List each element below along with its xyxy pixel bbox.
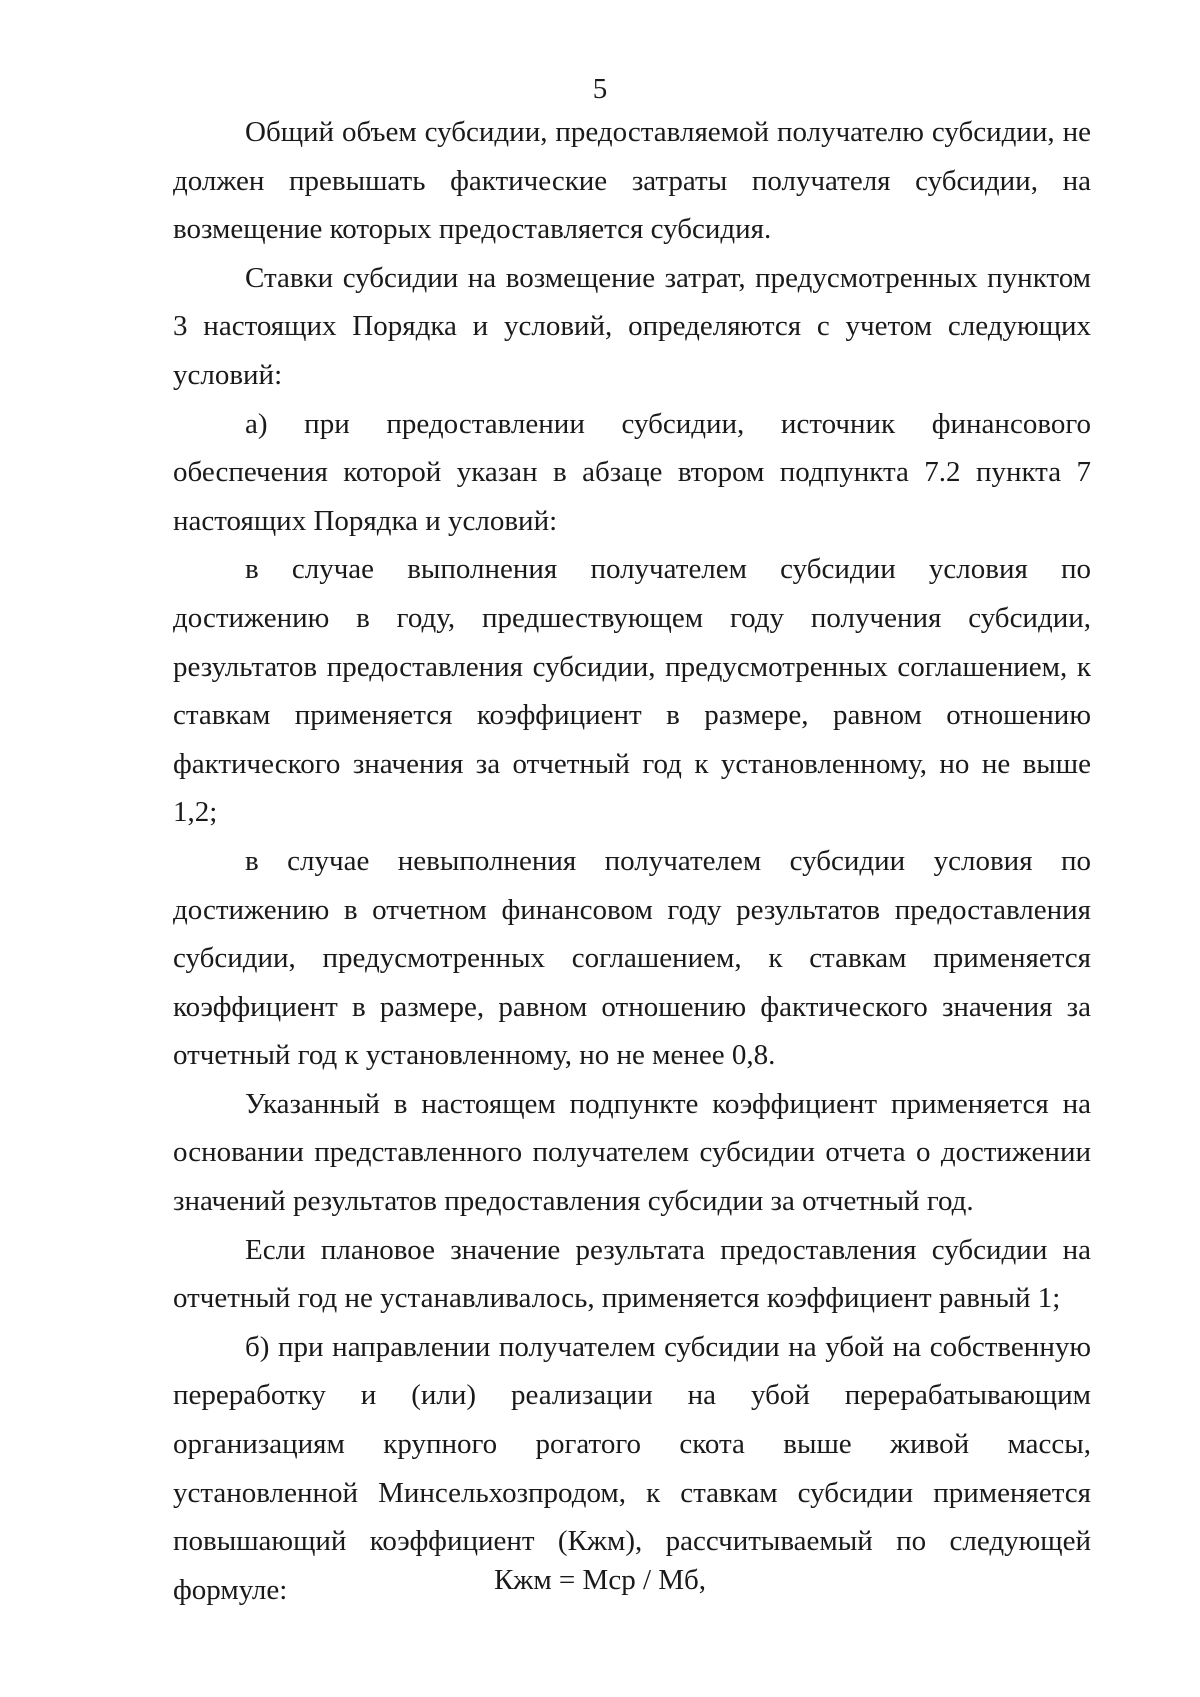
formula-kzhm: Кжм = Мср / Мб,	[493, 1564, 707, 1596]
paragraph-nonfulfilment-case: в случае невыполнения получателем субсидии условия по достижению в отчетном финансовом году результатов предоставления субсидии, предусмотренных соглашением, к ставкам применяется коэффициент в размере, равном отношению фактического значения за отчетный год к установленному, но не менее 0,8.	[173, 844, 1091, 1072]
paragraph-no-plan-value: Если плановое значение результата предоставления субсидии на отчетный год не устанавливалось, применяется коэффициент равный 1;	[173, 1233, 1091, 1315]
paragraph-fulfilment-case: в случае выполнения получателем субсидии условия по достижению в году, предшествующем году получения субсидии, результатов предоставления субсидии, предусмотренных соглашением, к ставкам применяется коэффициент в размере, равном отношению фактического значения за отчетный год к установленному, но не выше 1,2;	[173, 553, 1091, 829]
document-body	[173, 108, 1091, 1614]
paragraph-subsidy-volume: Общий объем субсидии, предоставляемой получателю субсидии, не должен превышать фактические затраты получателя субсидии, на возмещение которых предоставляется субсидия.	[173, 116, 1091, 246]
page-number: 5	[592, 73, 608, 105]
paragraph-subsidy-rates: Ставки субсидии на возмещение затрат, предусмотренных пунктом 3 настоящих Порядка и условий, определяются с учетом следующих условий:	[173, 261, 1091, 391]
paragraph-coefficient-basis: Указанный в настоящем подпункте коэффициент применяется на основании представленного получателем субсидии отчета о достижении значений результатов предоставления субсидии за отчетный год.	[173, 1087, 1091, 1218]
paragraph-item-b: б) при направлении получателем субсидии на убой на собственную переработку и (или) реализации на убой перерабатывающим организациям крупного рогатого скота выше живой массы, установленной Минсельхозпродом, к ставкам субсидии применяется повышающий коэффициент (Кжм), рассчитываемый по следующей формуле:	[173, 1330, 1091, 1606]
paragraph-item-a: а) при предоставлении субсидии, источник финансового обеспечения которой указан в абзаце втором подпункта 7.2 пункта 7 настоящих Порядка и условий:	[173, 407, 1091, 537]
